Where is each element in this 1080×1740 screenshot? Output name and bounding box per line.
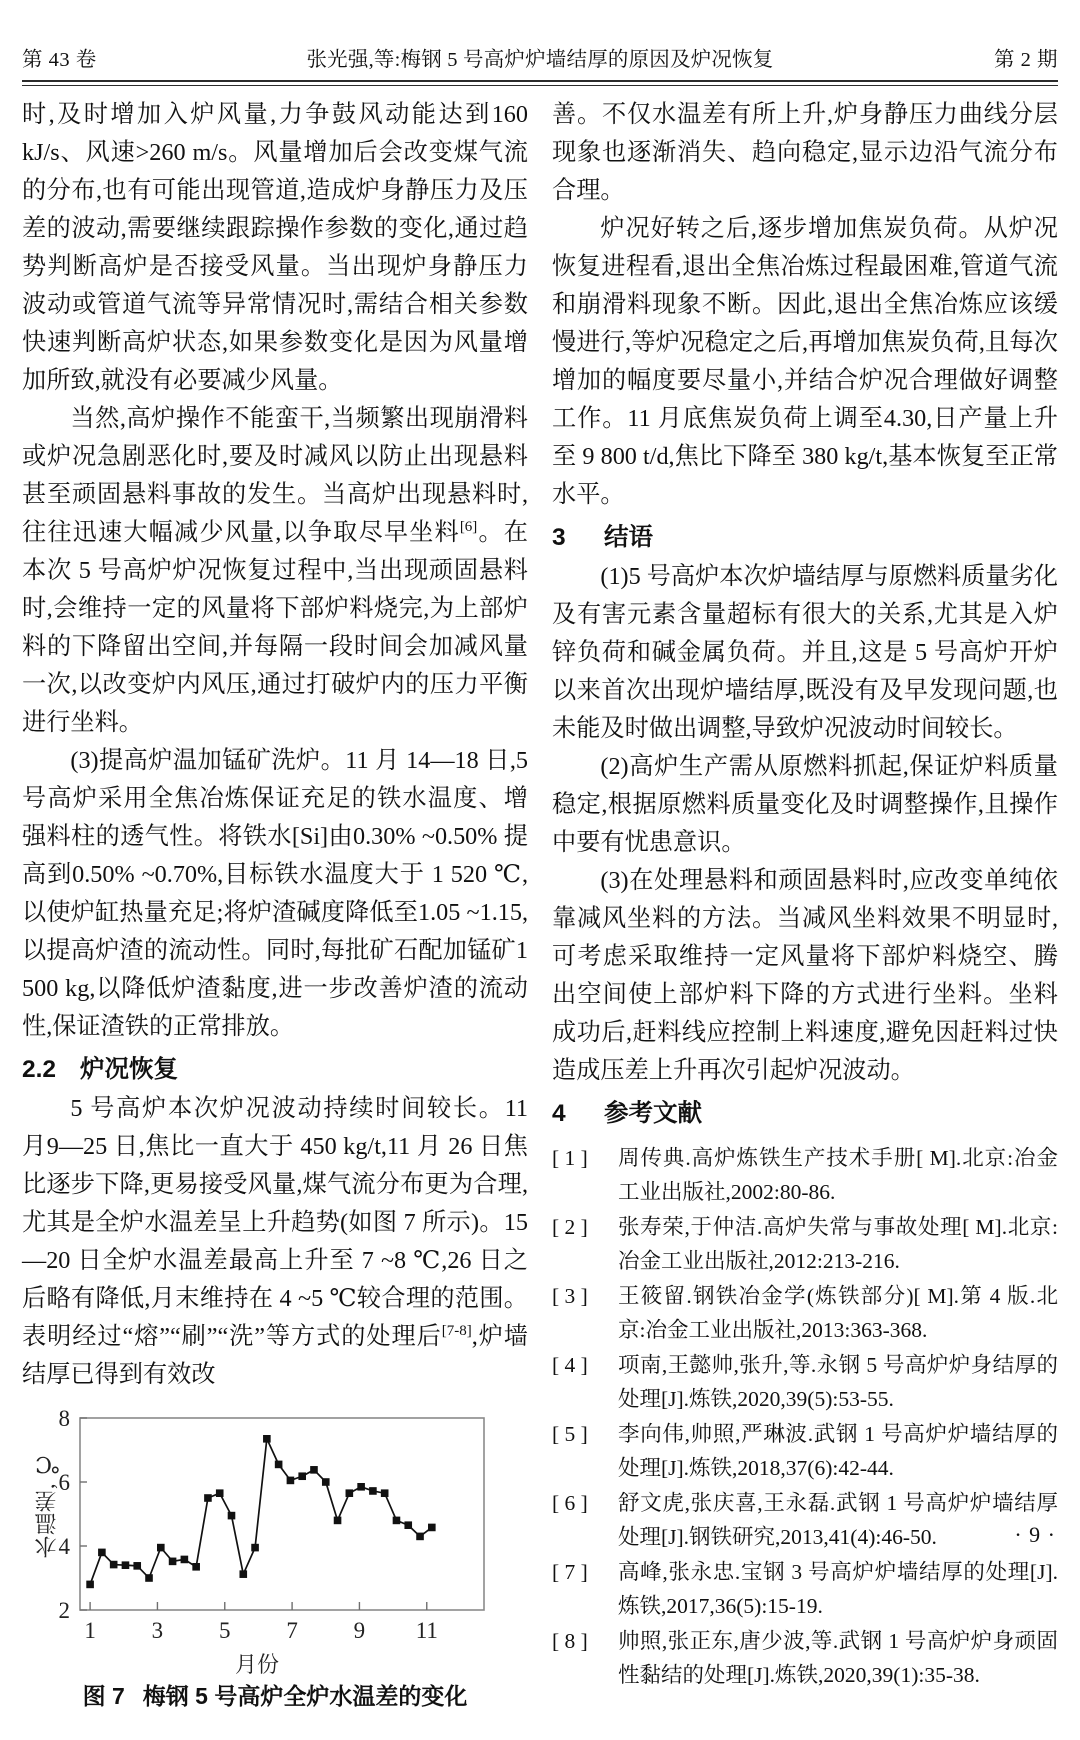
reference-item xyxy=(552,1556,1058,1623)
paragraph-operation-caution xyxy=(22,400,528,742)
header-rule-thick xyxy=(22,80,1058,82)
y-tick-label: 8 xyxy=(58,1410,70,1431)
reference-tag: [ 7 ] xyxy=(552,1560,588,1584)
data-point-marker xyxy=(110,1561,118,1569)
data-point-marker xyxy=(298,1472,306,1480)
data-point-marker xyxy=(310,1466,318,1474)
figure-7-caption xyxy=(22,1680,528,1712)
conclusion-2: (2)高炉生产需从原燃料抓起,保证炉料质量稳定,根据原燃料质量变化及时调整操作,且操作中要有忧患意识。 xyxy=(552,753,1058,856)
data-point-marker xyxy=(145,1574,153,1582)
data-point-marker xyxy=(239,1570,247,1578)
series-line xyxy=(90,1439,432,1585)
data-point-marker xyxy=(346,1489,354,1497)
data-point-marker xyxy=(334,1517,342,1525)
data-point-marker xyxy=(404,1521,412,1529)
reference-item xyxy=(552,1418,1058,1485)
issue-label: 第 2 期 xyxy=(994,49,1058,71)
figure-7 xyxy=(22,1410,528,1740)
para2-part-a: 当然,高炉操作不能蛮干,当频繁出现崩滑料或炉况急剧恶化时,要及时减风以防止出现悬料甚至顽固悬料事故的发生。当高炉出现悬料时,往往迅速大幅减少风量,以争取尽早坐料 xyxy=(22,405,528,546)
reference-item xyxy=(552,1349,1058,1416)
data-point-marker xyxy=(192,1563,200,1571)
data-point-marker xyxy=(122,1561,130,1569)
figure-number: 图 7 xyxy=(82,1683,125,1709)
reference-item xyxy=(552,1280,1058,1347)
paragraph-continuation: 时,及时增加入炉风量,力争鼓风动能达到160 kJ/s、风速>260 m/s。风量增加后会改变煤气流的分布,也有可能出现管道,造成炉身静压力及压差的波动,需要继续跟踪操作参数的变化,通过趋势判断高炉是否接受风量。当出现炉身静压力波动或管道气流等异常情况时,需结合相关参数快速判断高炉状态,如果参数变化是因为风量增加所致,就没有必要减少风量。 xyxy=(22,101,528,394)
data-point-marker xyxy=(263,1435,271,1443)
data-point-marker xyxy=(275,1461,283,1469)
y-tick-label: 6 xyxy=(58,1470,70,1495)
reference-text: 高峰,张永忠.宝钢 3 号高炉炉墙结厚的处理[J].炼铁,2017,36(5):15-19. xyxy=(618,1560,1058,1618)
data-point-marker xyxy=(98,1549,106,1557)
reference-item xyxy=(552,1487,1058,1554)
reference-tag: [ 2 ] xyxy=(552,1215,588,1239)
reference-tag: [ 8 ] xyxy=(552,1629,588,1653)
para4-part-a: 5 号高炉本次炉况波动持续时间较长。11 月9—25 日,焦比一直大于 450 kg/t,11 月 26 日焦比逐步下降,更易接受风量,煤气流分布更为合理,尤其是全炉水温差呈上升趋势(如图 7 所示)。15—20 日全炉水温差最高上升至 7 ~8 ℃,26 日之后略有降低,月末维持在 4 ~5 ℃较合理的范围。表明经过“熔”“刷”“洗”等方式的处理后 xyxy=(22,1095,528,1350)
header-rule xyxy=(22,80,1058,86)
data-point-marker xyxy=(357,1483,365,1491)
y-axis-label: 水温差, ℃ xyxy=(34,1450,59,1558)
section-number-2-2: 2.2 xyxy=(22,1056,57,1083)
reference-tag: [ 3 ] xyxy=(552,1284,588,1308)
header-rule-thin xyxy=(22,85,1058,86)
running-title: 张光强,等:梅钢 5 号高炉炉墙结厚的原因及炉况恢复 xyxy=(306,49,774,71)
conclusion-1: (1)5 号高炉本次炉墙结厚与原燃料质量劣化及有害元素含量超标有很大的关系,尤其是入炉锌负荷和碱金属负荷。并且,这是 5 号高炉开炉以来首次出现炉墙结厚,既没有及早发现问题,也未能及时做出调整,导致炉况波动时间较长。 xyxy=(552,563,1058,742)
reference-tag: [ 4 ] xyxy=(552,1353,588,1377)
x-tick-label: 11 xyxy=(415,1618,438,1643)
reference-item xyxy=(552,1142,1058,1209)
figure-7-plot-wrapper xyxy=(22,1410,492,1678)
reference-text: 帅照,张正东,唐少波,等.武钢 1 号高炉炉身顽固性黏结的处理[J].炼铁,2020,39(1):35-38. xyxy=(618,1629,1058,1687)
section-heading-3 xyxy=(552,520,1058,556)
reference-tag: [ 6 ] xyxy=(552,1491,588,1515)
reference-text: 项南,王懿帅,张升,等.永钢 5 号高炉炉身结厚的处理[J].炼铁,2020,39(5):53-55. xyxy=(618,1353,1058,1411)
data-point-marker xyxy=(428,1524,436,1532)
data-point-marker xyxy=(86,1581,94,1589)
section-number-3: 3 xyxy=(552,524,566,551)
reference-text: 舒文虎,张庆喜,王永磊.武钢 1 号高炉炉墙结厚处理[J].钢铁研究,2013,41(4):46-50. xyxy=(618,1491,1058,1549)
section-heading-2-2 xyxy=(22,1052,528,1088)
data-point-marker xyxy=(204,1494,212,1502)
reference-text: 张寿荣,于仲洁.高炉失常与事故处理[ M].北京:冶金工业出版社,2012:213-216. xyxy=(618,1215,1058,1273)
data-point-marker xyxy=(181,1556,189,1564)
para2-part-b: 。在本次 5 号高炉炉况恢复过程中,当出现顽固悬料时,会维持一定的风量将下部炉料烧完,为上部炉料的下降留出空间,并每隔一段时间会加减风量一次,以改变炉内风压,通过打破炉内的压力平衡进行坐料。 xyxy=(22,519,528,736)
paragraph-coke-load: 炉况好转之后,逐步增加焦炭负荷。从炉况恢复进程看,退出全焦冶炼过程最困难,管道气流和崩滑料现象不断。因此,退出全焦冶炼应该缓慢进行,等炉况稳定之后,再增加焦炭负荷,且每次增加的幅度要尽量小,并结合炉况合理做好调整工作。11 月底焦炭负荷上调至4.30,日产量上升至 9 800 t/d,焦比下降至 380 kg/t,基本恢复至正常水平。 xyxy=(552,215,1058,508)
section-title-4: 参考文献 xyxy=(604,1100,702,1127)
data-point-marker xyxy=(287,1477,295,1485)
data-point-marker xyxy=(322,1478,330,1486)
x-tick-label: 9 xyxy=(353,1618,366,1643)
left-column xyxy=(22,96,528,1740)
citation-ref-6: [6] xyxy=(459,518,478,535)
x-axis-label: 月份 xyxy=(234,1652,279,1677)
reference-text: 周传典.高炉炼铁生产技术手册[ M].北京:冶金工业出版社,2002:80-86. xyxy=(618,1146,1058,1204)
data-point-marker xyxy=(416,1533,424,1541)
paragraph-recovery xyxy=(22,1090,528,1394)
para4-part-b: ,炉墙结厚已得到有效改 xyxy=(22,1323,528,1388)
section-title-2-2: 炉况恢复 xyxy=(80,1056,178,1083)
reference-tag: [ 1 ] xyxy=(552,1146,588,1170)
data-point-marker xyxy=(251,1544,259,1552)
x-tick-label: 5 xyxy=(219,1618,231,1643)
paragraph-improvement: 善。不仅水温差有所上升,炉身静压力曲线分层现象也逐渐消失、趋向稳定,显示边沿气流分布合理。 xyxy=(552,101,1058,204)
reference-list xyxy=(552,1142,1058,1692)
reference-text: 王筱留.钢铁冶金学(炼铁部分)[ M].第 4 版.北京:冶金工业出版社,2013:363-368. xyxy=(618,1284,1058,1342)
right-column xyxy=(552,96,1058,1694)
running-head xyxy=(22,42,1058,72)
x-tick-label: 3 xyxy=(151,1618,164,1643)
x-tick-label: 1 xyxy=(84,1618,96,1643)
paragraph-item-3: (3)提高炉温加锰矿洗炉。11 月 14—18 日,5 号高炉采用全焦冶炼保证充足的铁水温度、增强料柱的透气性。将铁水[Si]由0.30% ~0.50% 提高到0.50% ~0.70%,目标铁水温度大于 1 520 ℃,以使炉缸热量充足;将炉渣碱度降低至1.05 ~1.15,以提高炉渣的流动性。同时,每批矿石配加锰矿1 500 kg,以降低炉渣黏度,进一步改善炉渣的流动性,保证渣铁的正常排放。 xyxy=(22,747,528,1040)
conclusion-3: (3)在处理悬料和顽固悬料时,应改变单纯依靠减风坐料的方法。当减风坐料效果不明显时,可考虑采取维持一定风量将下部炉料烧空、腾出空间使上部炉料下降的方式进行坐料。坐料成功后,赶料线应控制上料速度,避免因赶料过快造成压差上升再次引起炉况波动。 xyxy=(552,867,1058,1084)
data-point-marker xyxy=(216,1489,224,1497)
figure-caption-text: 梅钢 5 号高炉全炉水温差的变化 xyxy=(142,1683,468,1709)
data-point-marker xyxy=(381,1489,389,1497)
data-point-marker xyxy=(369,1487,377,1495)
y-tick-label: 4 xyxy=(58,1534,70,1559)
reference-tag: [ 5 ] xyxy=(552,1422,588,1446)
reference-text: 李向伟,帅照,严琳波.武钢 1 号高炉炉墙结厚的处理[J].炼铁,2018,37(6):42-44. xyxy=(618,1422,1058,1480)
section-title-3: 结语 xyxy=(604,524,653,551)
x-tick-label: 7 xyxy=(286,1618,298,1643)
y-tick-label: 2 xyxy=(58,1598,70,1623)
data-point-marker xyxy=(133,1562,141,1570)
page-number: · 9 · xyxy=(1014,1522,1056,1547)
reference-item xyxy=(552,1211,1058,1278)
citation-ref-7-8: [7-8] xyxy=(441,1322,472,1339)
reference-item xyxy=(552,1625,1058,1692)
volume-label: 第 43 卷 xyxy=(22,49,97,71)
data-point-marker xyxy=(157,1544,165,1552)
data-point-marker xyxy=(228,1512,236,1520)
section-number-4: 4 xyxy=(552,1100,566,1127)
water-temperature-difference-chart xyxy=(22,1410,492,1650)
data-point-marker xyxy=(393,1517,401,1525)
section-heading-4 xyxy=(552,1096,1058,1132)
data-point-marker xyxy=(169,1558,177,1566)
